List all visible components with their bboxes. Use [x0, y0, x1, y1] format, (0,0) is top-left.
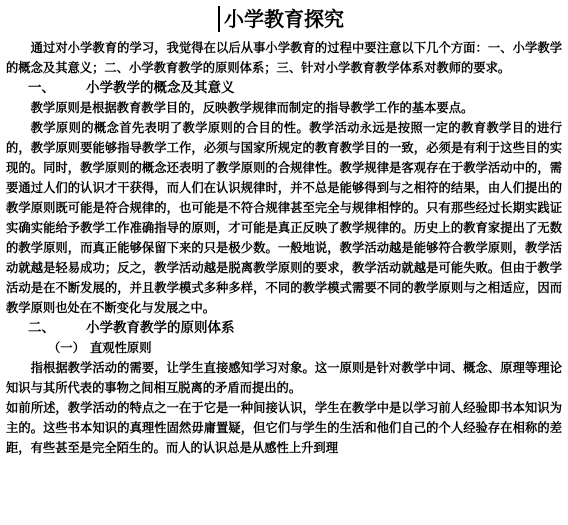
paragraph: 教学原则的概念首先表明了教学原则的合目的性。教学活动永远是按照一定的教育教学目的进行的，教学原则要能够指导教学工作，必须与国家所规定的教育教学目的一致，必须是有利于这些目的实现的。同时，教学原则的概念还表明了教学原则的合规律性。教学规律是客观存在于教学活动中的，需要通过人们的认识才干获得，而人们在认识规律时，并不总是能够得到与之相符的结果，由人们提出的教学原则既可能是符合规律的，也可能是不符合规律甚至完全与规律相悖的。只有那些经过长期实践证实确实能给予教学工作准确指导的原则，才可能是真正反映了教学规律的。历史上的教育家提出了无数的教学原则，而真正能够保留下来的只是极少数。一般地说，教学活动越是能够符合教学原则，教学活动就越是轻易成功；反之，教学活动越是脱离教学原则的要求，教学活动就越是可能失败。但由于教学活动是在不断发展的，并且教学模式多种多样，不同的教学模式需要不同的教学原则与之相适应，因而教学原则也处在不断变化与发展之中。	[6, 121, 562, 315]
subsection-heading	[6, 338, 562, 358]
section-1-number: 一、	[28, 80, 55, 96]
section-1-heading	[6, 78, 562, 98]
section-1-title: 小学教学的概念及其意义	[86, 80, 235, 96]
subsection-number: （一）	[48, 341, 85, 355]
subsection-title: 直观性原则	[90, 341, 152, 355]
intro-paragraph: 通过对小学教育的学习，我觉得在以后从事小学教育的过程中要注意以下几个方面：一、小学教学的概念及其意义；二、小学教育教学的原则体系；三、针对小学教育教学体系对教师的要求。	[6, 41, 562, 75]
paragraph: 教学原则是根据教育教学目的，反映教学规律而制定的指导教学工作的基本要点。	[30, 101, 474, 115]
section-2-heading	[6, 318, 562, 338]
document-title: 小学教育探究	[218, 6, 344, 32]
paragraph: 指根据教学活动的需要，让学生直接感知学习对象。这一原则是针对教学中词、概念、原理等理论知识与其所代表的事物之间相互脱离的矛盾而提出的。	[6, 361, 562, 395]
paragraph: 如前所述，教学活动的特点之一在于它是一种间接认识，学生在教学中是以学习前人经验即书本知识为主的。这些书本知识的真理性固然毋庸置疑，但它们与学生的生活和他们自己的个人经验存在相称的差距，有些甚至是完全陌生的。而人的认识总是从感性上升到理	[6, 401, 562, 455]
section-2-number: 二、	[28, 320, 55, 336]
section-2-title: 小学教育教学的原则体系	[86, 320, 235, 336]
document-body	[6, 38, 562, 458]
